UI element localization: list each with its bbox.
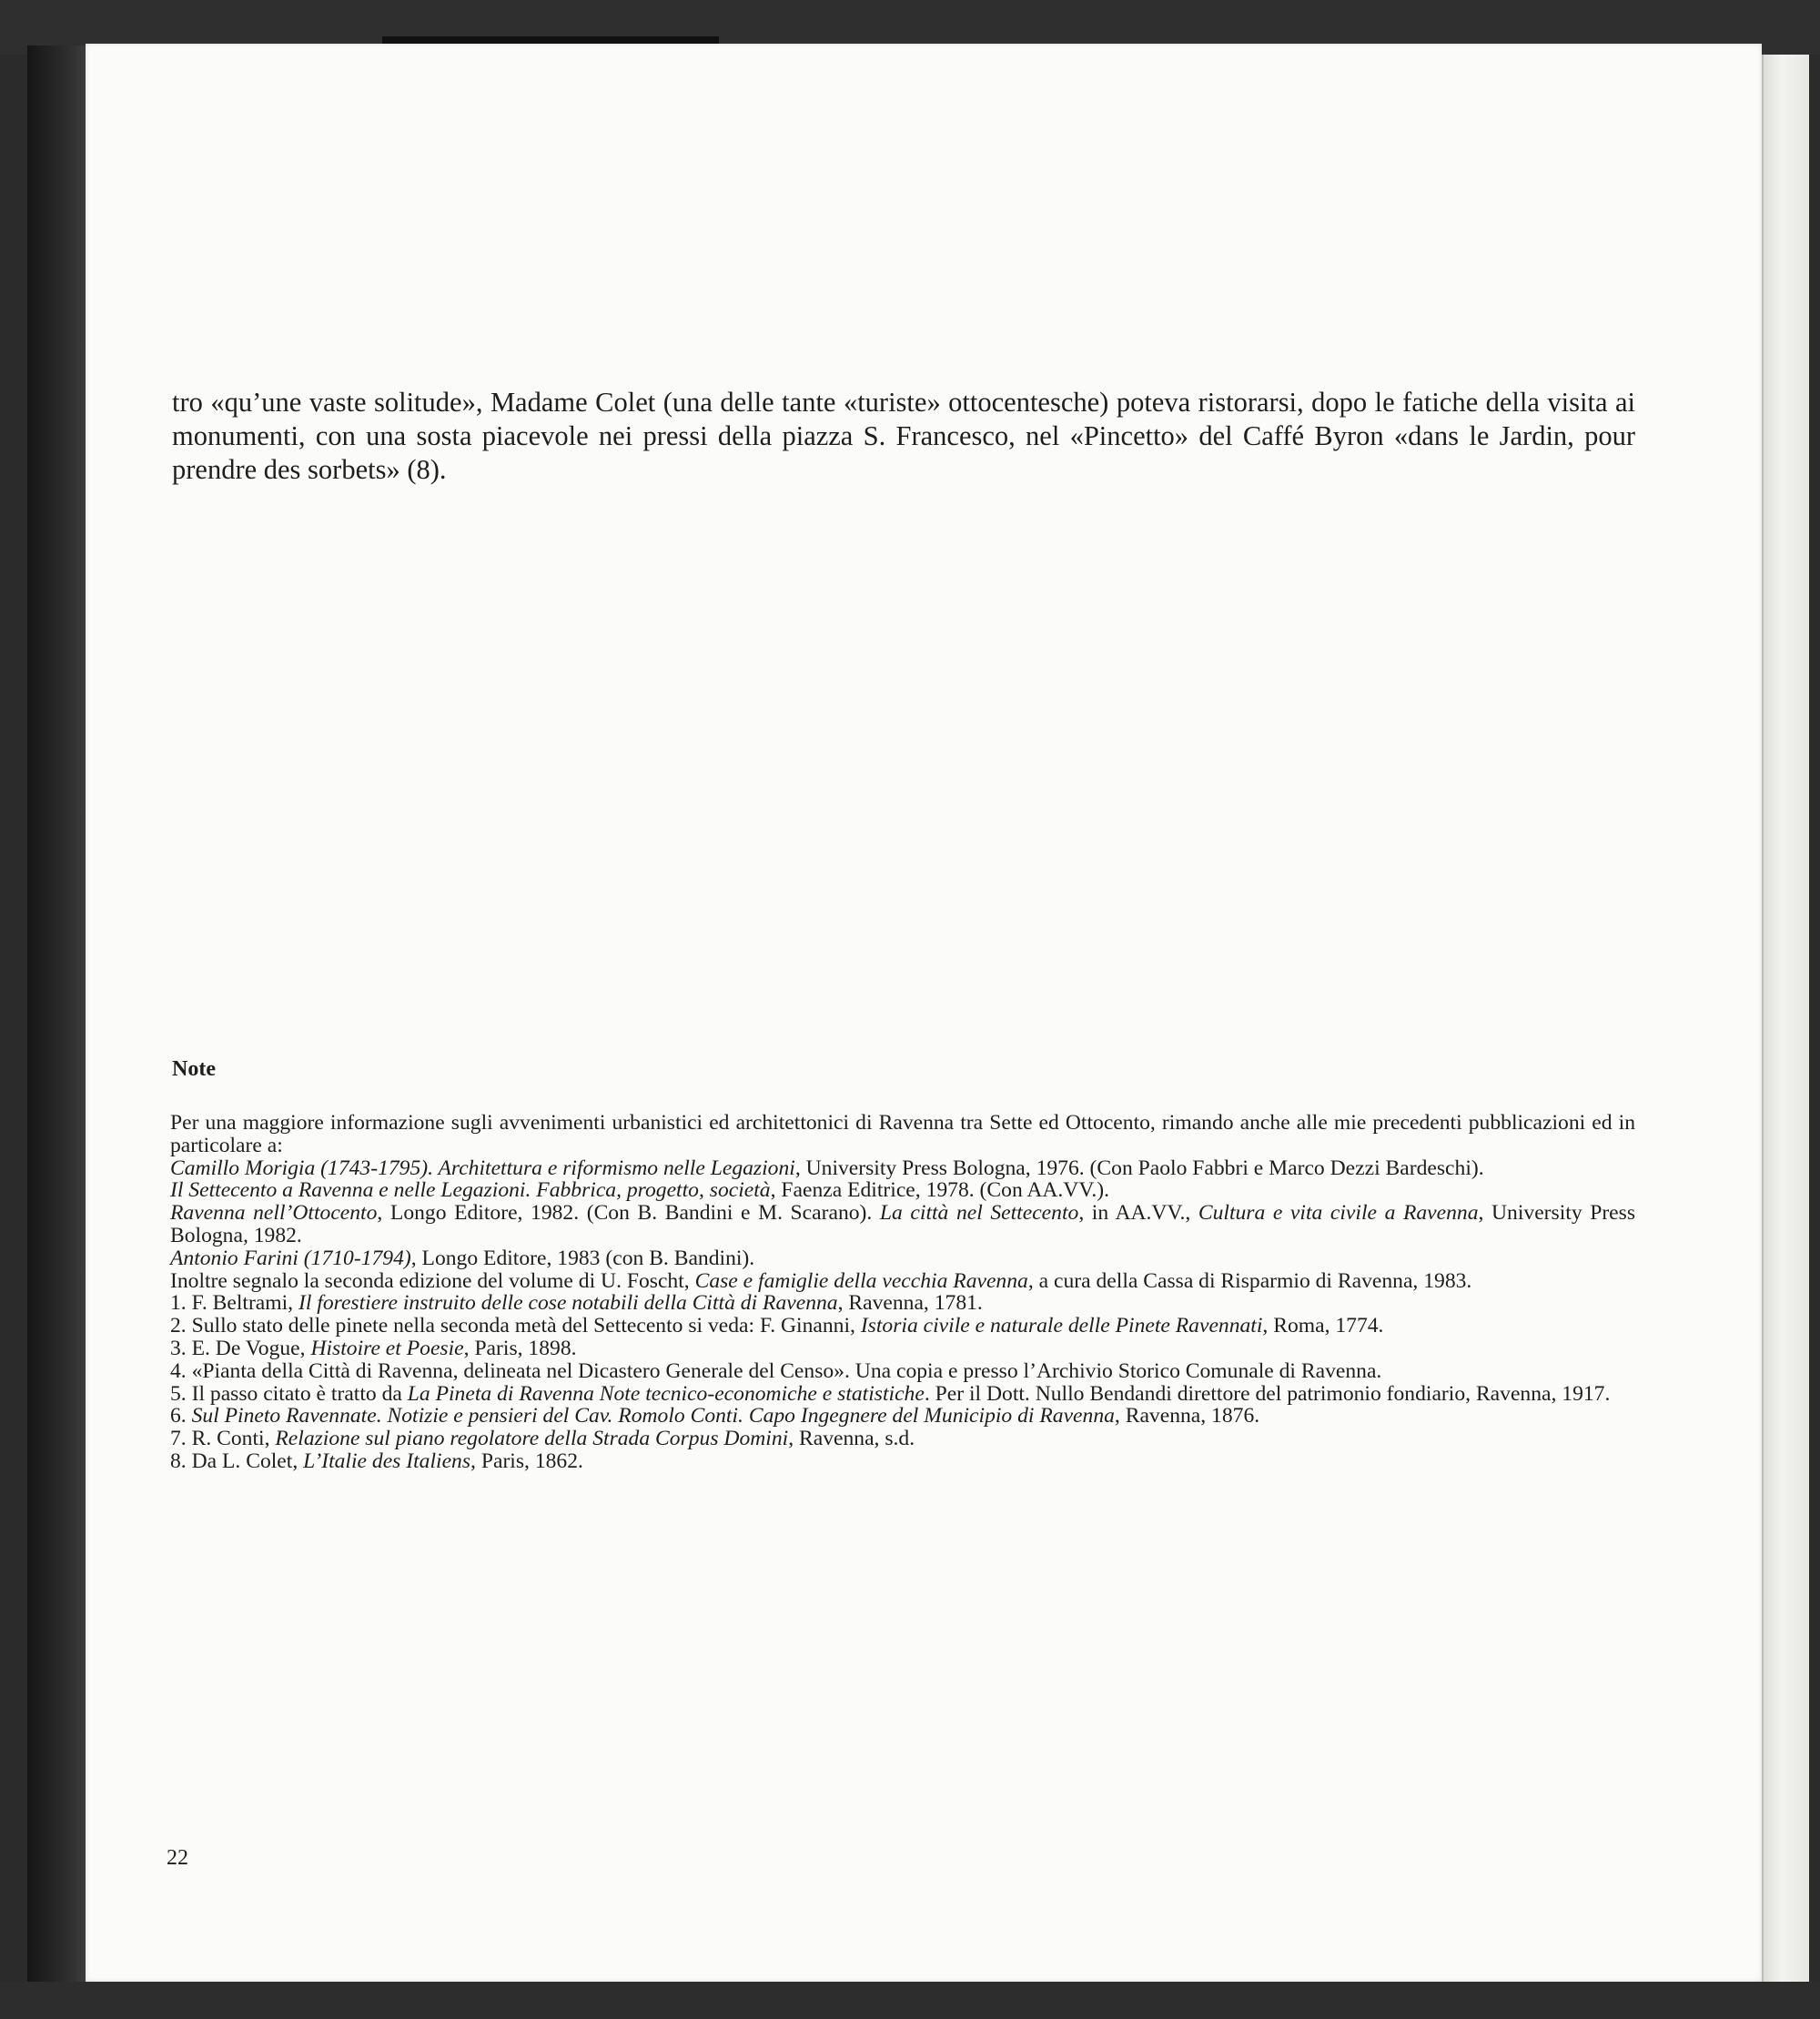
note-ref-foscht (170, 1270, 1635, 1293)
note-ref-morigia (170, 1157, 1635, 1180)
note-title-italic: Histoire et Poesie (310, 1336, 464, 1360)
note-title-italic: L’Italie des Italiens (303, 1449, 471, 1473)
note-title-italic: Il forestiere instruito delle cose notabili della Città di Ravenna (298, 1291, 838, 1316)
note-text: Per una maggiore informazione sugli avvenimenti urbanistici ed architettonici di Ravenna tra Sette ed Ottocento, rimando anche alle mie precedenti pubblicazioni ed in particolare a: (170, 1111, 1635, 1157)
note-text: 4. «Pianta della Città di Ravenna, delineata nel Dicastero Generale del Censo». Una copia e presso l’Archivio Storico Comunale di Ravenna. (170, 1358, 1382, 1383)
note-text: , Ravenna, s.d. (788, 1427, 915, 1451)
note-note-6 (170, 1405, 1635, 1428)
note-title-italic: Il Settecento a Ravenna e nelle Legazioni. Fabbrica, progetto, società (170, 1178, 771, 1203)
note-ref-farini (170, 1247, 1635, 1270)
note-title-italic: La Pineta di Ravenna Note tecnico-economiche e statistiche (407, 1381, 925, 1406)
note-note-1 (170, 1292, 1635, 1315)
note-ref-ottocento (170, 1202, 1635, 1247)
note-text: , Ravenna, 1781. (837, 1291, 983, 1316)
page-right-edge (1762, 55, 1809, 1993)
note-note-5 (170, 1383, 1635, 1406)
note-text: , University Press Bologna, 1982. (170, 1201, 1636, 1247)
note-title-italic: Case e famiglie della vecchia Ravenna (694, 1268, 1028, 1293)
note-note-2 (170, 1315, 1635, 1338)
page-number: 22 (167, 1846, 188, 1870)
note-text: , Ravenna, 1876. (1114, 1404, 1260, 1428)
note-title-italic: Relazione sul piano regolatore della Strada Corpus Domini (275, 1427, 789, 1451)
note-text: 8. Da L. Colet, (170, 1449, 304, 1473)
note-title-italic: Camillo Morigia (1743-1795). Architettura e riformismo nelle Legazioni (170, 1156, 795, 1180)
note-text: 3. E. De Vogue, (170, 1336, 311, 1360)
note-text: 1. F. Beltrami, (170, 1291, 298, 1316)
note-text: , Paris, 1862. (470, 1449, 583, 1473)
note-text: , Paris, 1898. (463, 1336, 577, 1360)
scan-background-bottom (0, 1982, 1820, 2019)
note-note-3 (170, 1338, 1635, 1360)
notes-heading: Note (172, 1057, 216, 1081)
note-text: , Roma, 1774. (1262, 1314, 1384, 1338)
note-title-italic: La città nel Settecento (879, 1201, 1079, 1226)
body-paragraph: tro «qu’une vaste solitude», Madame Colet (una delle tante «turiste» ottocentesche) poteva ristorarsi, dopo le fatiche della visita ai monumenti, con una sosta piacevole nei pressi della piazza S. Francesco, nel «Pincetto» del Caffé Byron «dans le Jardin, pour prendre des sorbets» (8). (172, 387, 1635, 485)
note-note-7 (170, 1428, 1635, 1450)
note-note-4 (170, 1360, 1635, 1383)
note-intro (170, 1112, 1635, 1157)
note-ref-settecento (170, 1179, 1635, 1202)
note-text: , in AA.VV., (1078, 1201, 1198, 1226)
note-text: , Longo Editore, 1983 (con B. Bandini). (410, 1246, 755, 1270)
note-text: 2. Sullo stato delle pinete nella seconda metà del Settecento si veda: F. Ginanni, (170, 1314, 861, 1338)
note-text: , Longo Editore, 1982. (Con B. Bandini e M. Scarano). (377, 1201, 880, 1226)
note-note-8 (170, 1450, 1635, 1473)
note-text: 7. R. Conti, (170, 1427, 276, 1451)
note-text: . Per il Dott. Nullo Bendandi direttore del patrimonio fondiario, Ravenna, 1917. (924, 1381, 1611, 1406)
note-title-italic: Istoria civile e naturale delle Pinete Ravennati (860, 1314, 1263, 1338)
book-page (86, 44, 1762, 1982)
note-text: , Faenza Editrice, 1978. (Con AA.VV.). (770, 1178, 1110, 1203)
note-title-italic: Antonio Farini (1710-1794) (170, 1246, 411, 1270)
note-text: 6. (170, 1404, 192, 1428)
note-text: Inoltre segnalo la seconda edizione del volume di U. Foscht, (170, 1268, 695, 1293)
note-title-italic: Ravenna nell’Ottocento (170, 1201, 378, 1226)
note-title-italic: Sul Pineto Ravennate. Notizie e pensieri del Cav. Romolo Conti. Capo Ingegnere del Municipio di Ravenna (191, 1404, 1115, 1428)
top-rule-mark (382, 36, 719, 44)
note-text: , University Press Bologna, 1976. (Con Paolo Fabbri e Marco Dezzi Bardeschi). (794, 1156, 1484, 1180)
note-text: , a cura della Cassa di Risparmio di Ravenna, 1983. (1027, 1268, 1472, 1293)
note-title-italic: Cultura e vita civile a Ravenna (1198, 1201, 1479, 1226)
note-text: 5. Il passo citato è tratto da (170, 1381, 408, 1406)
book-spine-edge (27, 45, 86, 2002)
notes-list (170, 1112, 1635, 1473)
